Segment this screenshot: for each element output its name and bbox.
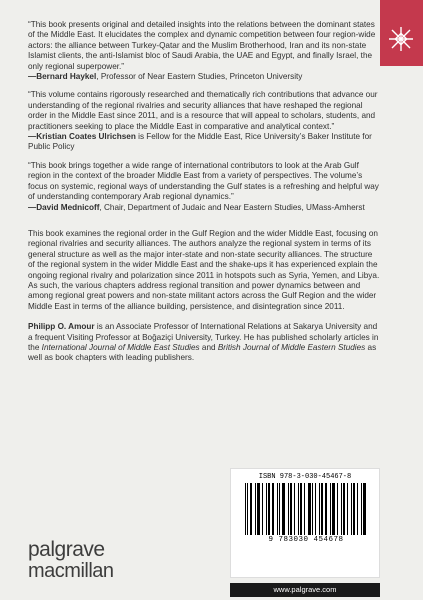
barcode-bar [315, 483, 316, 535]
barcode-bar [279, 483, 280, 535]
barcode-bar [337, 483, 338, 535]
endorser-name: —David Mednicoff [28, 202, 100, 212]
endorsement-attribution [28, 203, 380, 213]
endorser-role: , Chair, Department of Judaic and Near Eastern Studies, UMass-Amherst [99, 202, 365, 212]
endorsement [28, 161, 380, 213]
barcode-bar [300, 483, 302, 535]
barcode [245, 483, 369, 535]
barcode-bar [361, 483, 362, 535]
barcode-bar [319, 483, 320, 535]
barcode-bar [304, 483, 305, 535]
barcode-bar [268, 483, 270, 535]
barcode-bar [330, 483, 331, 535]
barcode-bar [262, 483, 263, 535]
endorsement-quote: “This book presents original and detailed insights into the relations between the dominant states of the Middle East. It elucidates the complex and dynamic competition between four region-wide actors: the alliance between Turkey-Qatar and the Muslim Brotherhood, Iran and its non-state Islamist clients, the anti-Islamist bloc of Saudi Arabia, the UAE and Egypt, and finally Israel, the only regional superpower.” [28, 20, 376, 71]
journal-title: International Journal of Middle East Studies [41, 342, 200, 352]
publisher-url: www.palgrave.com [230, 583, 380, 597]
endorsement-quote: “This book brings together a wide range of international contributors to look at the Arab Gulf region in the context of the broader Middle East from a variety of perspectives. The volume’s focus on systemic, regional ways of understanding the Gulf states is a refreshing and helpful way of understanding contemporary Arab regional dynamics.” [28, 160, 379, 202]
bio-text: as well as book chapters with leading publishers. [28, 342, 377, 363]
barcode-bar [298, 483, 299, 535]
barcode-bar [308, 483, 311, 535]
barcode-bar [332, 483, 335, 535]
author-bio [28, 322, 380, 364]
barcode-bar [294, 483, 295, 535]
journal-title: British Journal of Middle Eastern Studies [217, 342, 366, 352]
publisher-logo [28, 540, 148, 582]
barcode-bar [257, 483, 260, 535]
description-text: This book examines the regional order in the Gulf Region and the wider Middle East, focusing on regional rivalries and security alliances. The authors analyze the regional system in terms of its general structure as well as the major inter-state and non-state security alliances. The structure of the regional system in the wider Middle East and the shake-ups it has experienced explain the ongoing regional rivalry and polarization since 2011 in hotspots such as Syria, Yemen, and Libya. As such, the various chapters address regional transition and power dynamics between and among regional great powers and non-state militant actors across the Gulf Region and the wider Middle East in terms of the alliance building, persistence, and disintegration since 2011. [28, 228, 380, 311]
endorser-role: , Professor of Near Eastern Studies, Princeton University [96, 72, 303, 82]
barcode-bar [363, 483, 366, 535]
endorsements [28, 20, 380, 213]
text-column [28, 20, 380, 364]
barcode-bar [288, 483, 289, 535]
isbn-number: 9 783030 454678 [268, 536, 344, 544]
isbn-barcode-box [230, 468, 380, 578]
author-name: Philipp O. Amour [28, 322, 95, 332]
publisher-line2: macmillan [28, 560, 114, 582]
publisher-line1: palgrave [28, 538, 105, 561]
endorsement-attribution [28, 72, 380, 82]
endorsement [28, 90, 380, 152]
barcode-bar [277, 483, 278, 535]
endorser-name: —Kristian Coates Ulrichsen [28, 132, 136, 142]
barcode-bar [245, 483, 246, 535]
barcode-bar [341, 483, 342, 535]
isbn-label: ISBN 978-3-030-45467-8 [258, 473, 352, 481]
barcode-bar [343, 483, 345, 535]
barcode-bar [255, 483, 256, 535]
barcode-bar [250, 483, 252, 535]
barcode-bar [266, 483, 267, 535]
barcode-bar [290, 483, 292, 535]
barcode-bar [351, 483, 352, 535]
book-description [28, 229, 380, 312]
barcode-bar [247, 483, 248, 535]
bio-text: and [199, 342, 218, 352]
endorsement-quote: “This volume contains rigorously researched and thematically rich contributions that advance our understanding of the regional rivalries and security alliances that have reshaped the regional order in the Middle East since 2011, and is a resource that will appeal to scholars, students, and practitioners seeking to place the Middle East in comparative and analytical context.” [28, 90, 378, 131]
barcode-bar [312, 483, 313, 535]
endorsement-attribution [28, 132, 380, 153]
endorsement [28, 20, 380, 82]
barcode-bar [325, 483, 327, 535]
barcode-bar [353, 483, 355, 535]
bio-text: is an Associate Professor of International Relations at Sakarya University and a frequent Visiting Professor at Boğaziçi University, Turkey. He has published scholarly articles in the [28, 322, 379, 352]
endorser-role: is Fellow for the Middle East, Rice University’s Baker Institute for Public Policy [28, 132, 372, 152]
barcode-bar [357, 483, 358, 535]
barcode-bar [282, 483, 285, 535]
barcode-bar [321, 483, 323, 535]
endorser-name: —Bernard Haykel [28, 72, 97, 82]
palgrave-logo-icon [388, 26, 414, 52]
barcode-bar [347, 483, 348, 535]
series-logo [380, 0, 423, 66]
barcode-bar [272, 483, 274, 535]
